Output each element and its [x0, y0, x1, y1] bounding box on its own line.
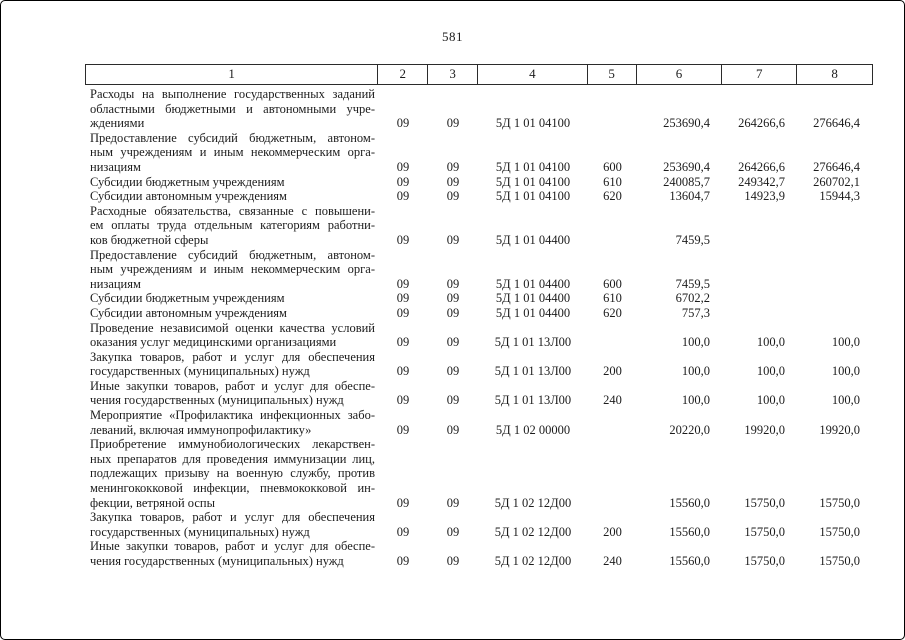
label-line: Проведение независимой оценки качества условий — [90, 320, 375, 335]
cell-c7: 249342,7 — [738, 174, 785, 189]
label-line: Субсидии автономным учреждениям — [90, 305, 287, 320]
table-row — [85, 87, 873, 131]
table-row — [85, 379, 873, 408]
cell-name — [85, 437, 378, 510]
label-line: Иные закупки товаров, работ и услуг для обеспе- — [90, 378, 375, 393]
cell-c6: 15560,0 — [669, 524, 710, 539]
cell-c5: 600 — [603, 276, 622, 291]
cell-name — [85, 539, 378, 568]
label-line: Закупка товаров, работ и услуг для обеспечения — [90, 349, 375, 364]
cell-c6: 15560,0 — [669, 495, 710, 510]
table-header-row — [85, 64, 873, 85]
cell-c6: 6702,2 — [675, 291, 710, 306]
cell-c4: 5Д 1 01 04100 — [495, 116, 571, 131]
header-cell-8: 8 — [831, 66, 838, 81]
cell-name — [85, 87, 378, 131]
cell-c4: 5Д 1 01 04100 — [495, 159, 571, 174]
cell-c7: 15750,0 — [744, 495, 785, 510]
cell-c3: 09 — [446, 335, 460, 350]
table-row — [85, 175, 873, 190]
cell-c2: 09 — [396, 291, 410, 306]
cell-c4: 5Д 1 01 04400 — [495, 291, 571, 306]
table-row — [85, 204, 873, 248]
cell-c4: 5Д 1 02 12Д00 — [494, 524, 572, 539]
cell-c4: 5Д 1 01 04400 — [495, 232, 571, 247]
cell-c2: 09 — [396, 393, 410, 408]
cell-c7: 15750,0 — [744, 554, 785, 568]
label-line: областными бюджетными и автономными учре- — [90, 101, 375, 116]
table-row — [85, 437, 873, 510]
table-row — [85, 510, 873, 539]
cell-c6: 13604,7 — [669, 189, 710, 204]
cell-c5: 200 — [603, 524, 622, 539]
cell-c7: 15750,0 — [744, 524, 785, 539]
cell-c6: 253690,4 — [663, 159, 710, 174]
cell-c5: 240 — [603, 554, 622, 568]
table-row — [85, 350, 873, 379]
cell-c2: 09 — [396, 364, 410, 379]
table-body — [85, 85, 873, 569]
label-line: государственных (муниципальных) нужд — [90, 524, 310, 539]
table-row — [85, 321, 873, 350]
table-row — [85, 291, 873, 306]
table-row — [85, 306, 873, 321]
cell-c3: 09 — [446, 189, 460, 204]
cell-c2: 09 — [396, 554, 410, 568]
cell-c3: 09 — [446, 232, 460, 247]
label-line: низациям — [90, 159, 141, 174]
cell-c7: 264266,6 — [738, 116, 785, 131]
header-cell-3: 3 — [428, 65, 478, 84]
cell-c8: 15750,0 — [819, 554, 860, 568]
cell-c6: 15560,0 — [669, 554, 710, 568]
cell-c3: 09 — [446, 422, 460, 437]
cell-c6: 100,0 — [681, 335, 710, 350]
cell-c6: 757,3 — [681, 305, 710, 320]
cell-c4: 5Д 1 01 13Л00 — [494, 335, 572, 350]
label-line: Приобретение иммунобиологических лекарствен- — [90, 437, 375, 452]
cell-c6: 7459,5 — [675, 276, 710, 291]
cell-name — [85, 248, 378, 292]
label-line: Предоставление субсидий бюджетным, автоном- — [90, 247, 375, 262]
label-line: менингококковой инфекции, пневмококковой ин- — [90, 481, 375, 496]
cell-c7: 100,0 — [756, 393, 785, 408]
cell-c6: 20220,0 — [669, 422, 710, 437]
cell-c6: 100,0 — [681, 364, 710, 379]
cell-c4: 5Д 1 01 04400 — [495, 305, 571, 320]
cell-c8: 15750,0 — [819, 495, 860, 510]
table-row — [85, 131, 873, 175]
label-line: фекции, ветряной оспы — [90, 495, 215, 510]
cell-c2: 09 — [396, 189, 410, 204]
table-row — [85, 539, 873, 568]
cell-c2: 09 — [396, 422, 410, 437]
cell-c3: 09 — [446, 174, 460, 189]
cell-name — [85, 350, 378, 379]
cell-name — [85, 321, 378, 350]
label-line: леваний, включая иммунопрофилактику» — [90, 422, 312, 437]
header-cell-7: 7 — [722, 65, 797, 84]
cell-c2: 09 — [396, 495, 410, 510]
header-cell-6: 6 — [637, 65, 723, 84]
cell-c4: 5Д 1 02 00000 — [495, 422, 571, 437]
cell-c2: 09 — [396, 305, 410, 320]
cell-c4: 5Д 1 02 12Д00 — [494, 495, 572, 510]
cell-c4: 5Д 1 01 04400 — [495, 276, 571, 291]
label-line: чения государственных (муниципальных) нужд — [90, 393, 344, 408]
cell-c3: 09 — [446, 524, 460, 539]
cell-c5: 610 — [603, 291, 622, 306]
cell-c8: 276646,4 — [813, 116, 860, 131]
label-line: Субсидии бюджетным учреждениям — [90, 291, 285, 306]
label-line: ждениями — [90, 116, 145, 131]
cell-c6: 100,0 — [681, 393, 710, 408]
cell-c6: 240085,7 — [663, 174, 710, 189]
cell-c8: 15750,0 — [819, 524, 860, 539]
cell-c7: 100,0 — [756, 335, 785, 350]
header-cell-4: 4 — [478, 65, 588, 84]
cell-c8: 15944,3 — [819, 189, 860, 204]
table-row — [85, 408, 873, 437]
label-line: Субсидии автономным учреждениям — [90, 189, 287, 204]
label-line: Расходные обязательства, связанные с повышени- — [90, 203, 375, 218]
cell-name — [85, 291, 378, 306]
cell-c3: 09 — [446, 291, 460, 306]
cell-c3: 09 — [446, 116, 460, 131]
header-cell-2: 2 — [378, 65, 428, 84]
cell-c3: 09 — [446, 495, 460, 510]
cell-c4: 5Д 1 01 04100 — [495, 189, 571, 204]
cell-name — [85, 204, 378, 248]
label-line: Мероприятие «Профилактика инфекционных забо- — [90, 408, 375, 423]
cell-name — [85, 408, 378, 437]
cell-c7: 100,0 — [756, 364, 785, 379]
cell-c2: 09 — [396, 116, 410, 131]
cell-name — [85, 306, 378, 321]
label-line: Закупка товаров, работ и услуг для обеспечения — [90, 510, 375, 525]
label-line: ным учреждениям и иным некоммерческим орга- — [90, 145, 375, 160]
cell-c2: 09 — [396, 232, 410, 247]
cell-c6: 253690,4 — [663, 116, 710, 131]
cell-name — [85, 379, 378, 408]
cell-c3: 09 — [446, 305, 460, 320]
cell-name — [85, 510, 378, 539]
cell-c5: 620 — [603, 189, 622, 204]
label-line: ем оплаты труда отдельным категориям работни- — [90, 218, 375, 233]
cell-c3: 09 — [446, 364, 460, 379]
cell-c8: 260702,1 — [813, 174, 860, 189]
label-line: оказания услуг медицинскими организациями — [90, 335, 337, 350]
label-line: Предоставление субсидий бюджетным, автоном- — [90, 130, 375, 145]
cell-c5: 620 — [603, 305, 622, 320]
cell-c5: 610 — [603, 174, 622, 189]
cell-c8: 19920,0 — [819, 422, 860, 437]
cell-c3: 09 — [446, 276, 460, 291]
label-line: ным учреждениям и иным некоммерческим орга- — [90, 262, 375, 277]
label-line: ков бюджетной сферы — [90, 232, 209, 247]
label-line: низациям — [90, 276, 141, 291]
cell-name — [85, 189, 378, 204]
cell-c3: 09 — [446, 159, 460, 174]
cell-c4: 5Д 1 01 13Л00 — [494, 364, 572, 379]
cell-c6: 7459,5 — [675, 232, 710, 247]
label-line: Расходы на выполнение государственных заданий — [90, 87, 375, 101]
table-row — [85, 189, 873, 204]
cell-c2: 09 — [396, 524, 410, 539]
cell-c5: 200 — [603, 364, 622, 379]
cell-c4: 5Д 1 02 12Д00 — [494, 554, 572, 568]
cell-c7: 264266,6 — [738, 159, 785, 174]
cell-c2: 09 — [396, 174, 410, 189]
budget-table — [85, 64, 873, 569]
cell-c7: 19920,0 — [744, 422, 785, 437]
table-row — [85, 248, 873, 292]
cell-c8: 100,0 — [831, 335, 860, 350]
cell-name — [85, 175, 378, 190]
cell-c5: 240 — [603, 393, 622, 408]
cell-c8: 100,0 — [831, 393, 860, 408]
label-line: ных препаратов для проведения иммунизации лиц, — [90, 451, 375, 466]
label-line: подлежащих призыву на военную службу, против — [90, 466, 375, 481]
cell-c8: 276646,4 — [813, 159, 860, 174]
cell-c8: 100,0 — [831, 364, 860, 379]
cell-c5: 600 — [603, 159, 622, 174]
cell-c3: 09 — [446, 393, 460, 408]
header-cell-5: 5 — [588, 65, 637, 84]
label-line: чения государственных (муниципальных) нужд — [90, 554, 344, 568]
label-line: Иные закупки товаров, работ и услуг для обеспе- — [90, 539, 375, 554]
cell-c2: 09 — [396, 159, 410, 174]
page-number: 581 — [442, 29, 463, 44]
cell-c4: 5Д 1 01 13Л00 — [494, 393, 572, 408]
cell-c2: 09 — [396, 335, 410, 350]
header-cell-1: 1 — [86, 65, 378, 84]
label-line: Субсидии бюджетным учреждениям — [90, 174, 285, 189]
cell-name — [85, 131, 378, 175]
cell-c2: 09 — [396, 276, 410, 291]
cell-c7: 14923,9 — [744, 189, 785, 204]
cell-c3: 09 — [446, 554, 460, 568]
label-line: государственных (муниципальных) нужд — [90, 364, 310, 379]
cell-c4: 5Д 1 01 04100 — [495, 174, 571, 189]
